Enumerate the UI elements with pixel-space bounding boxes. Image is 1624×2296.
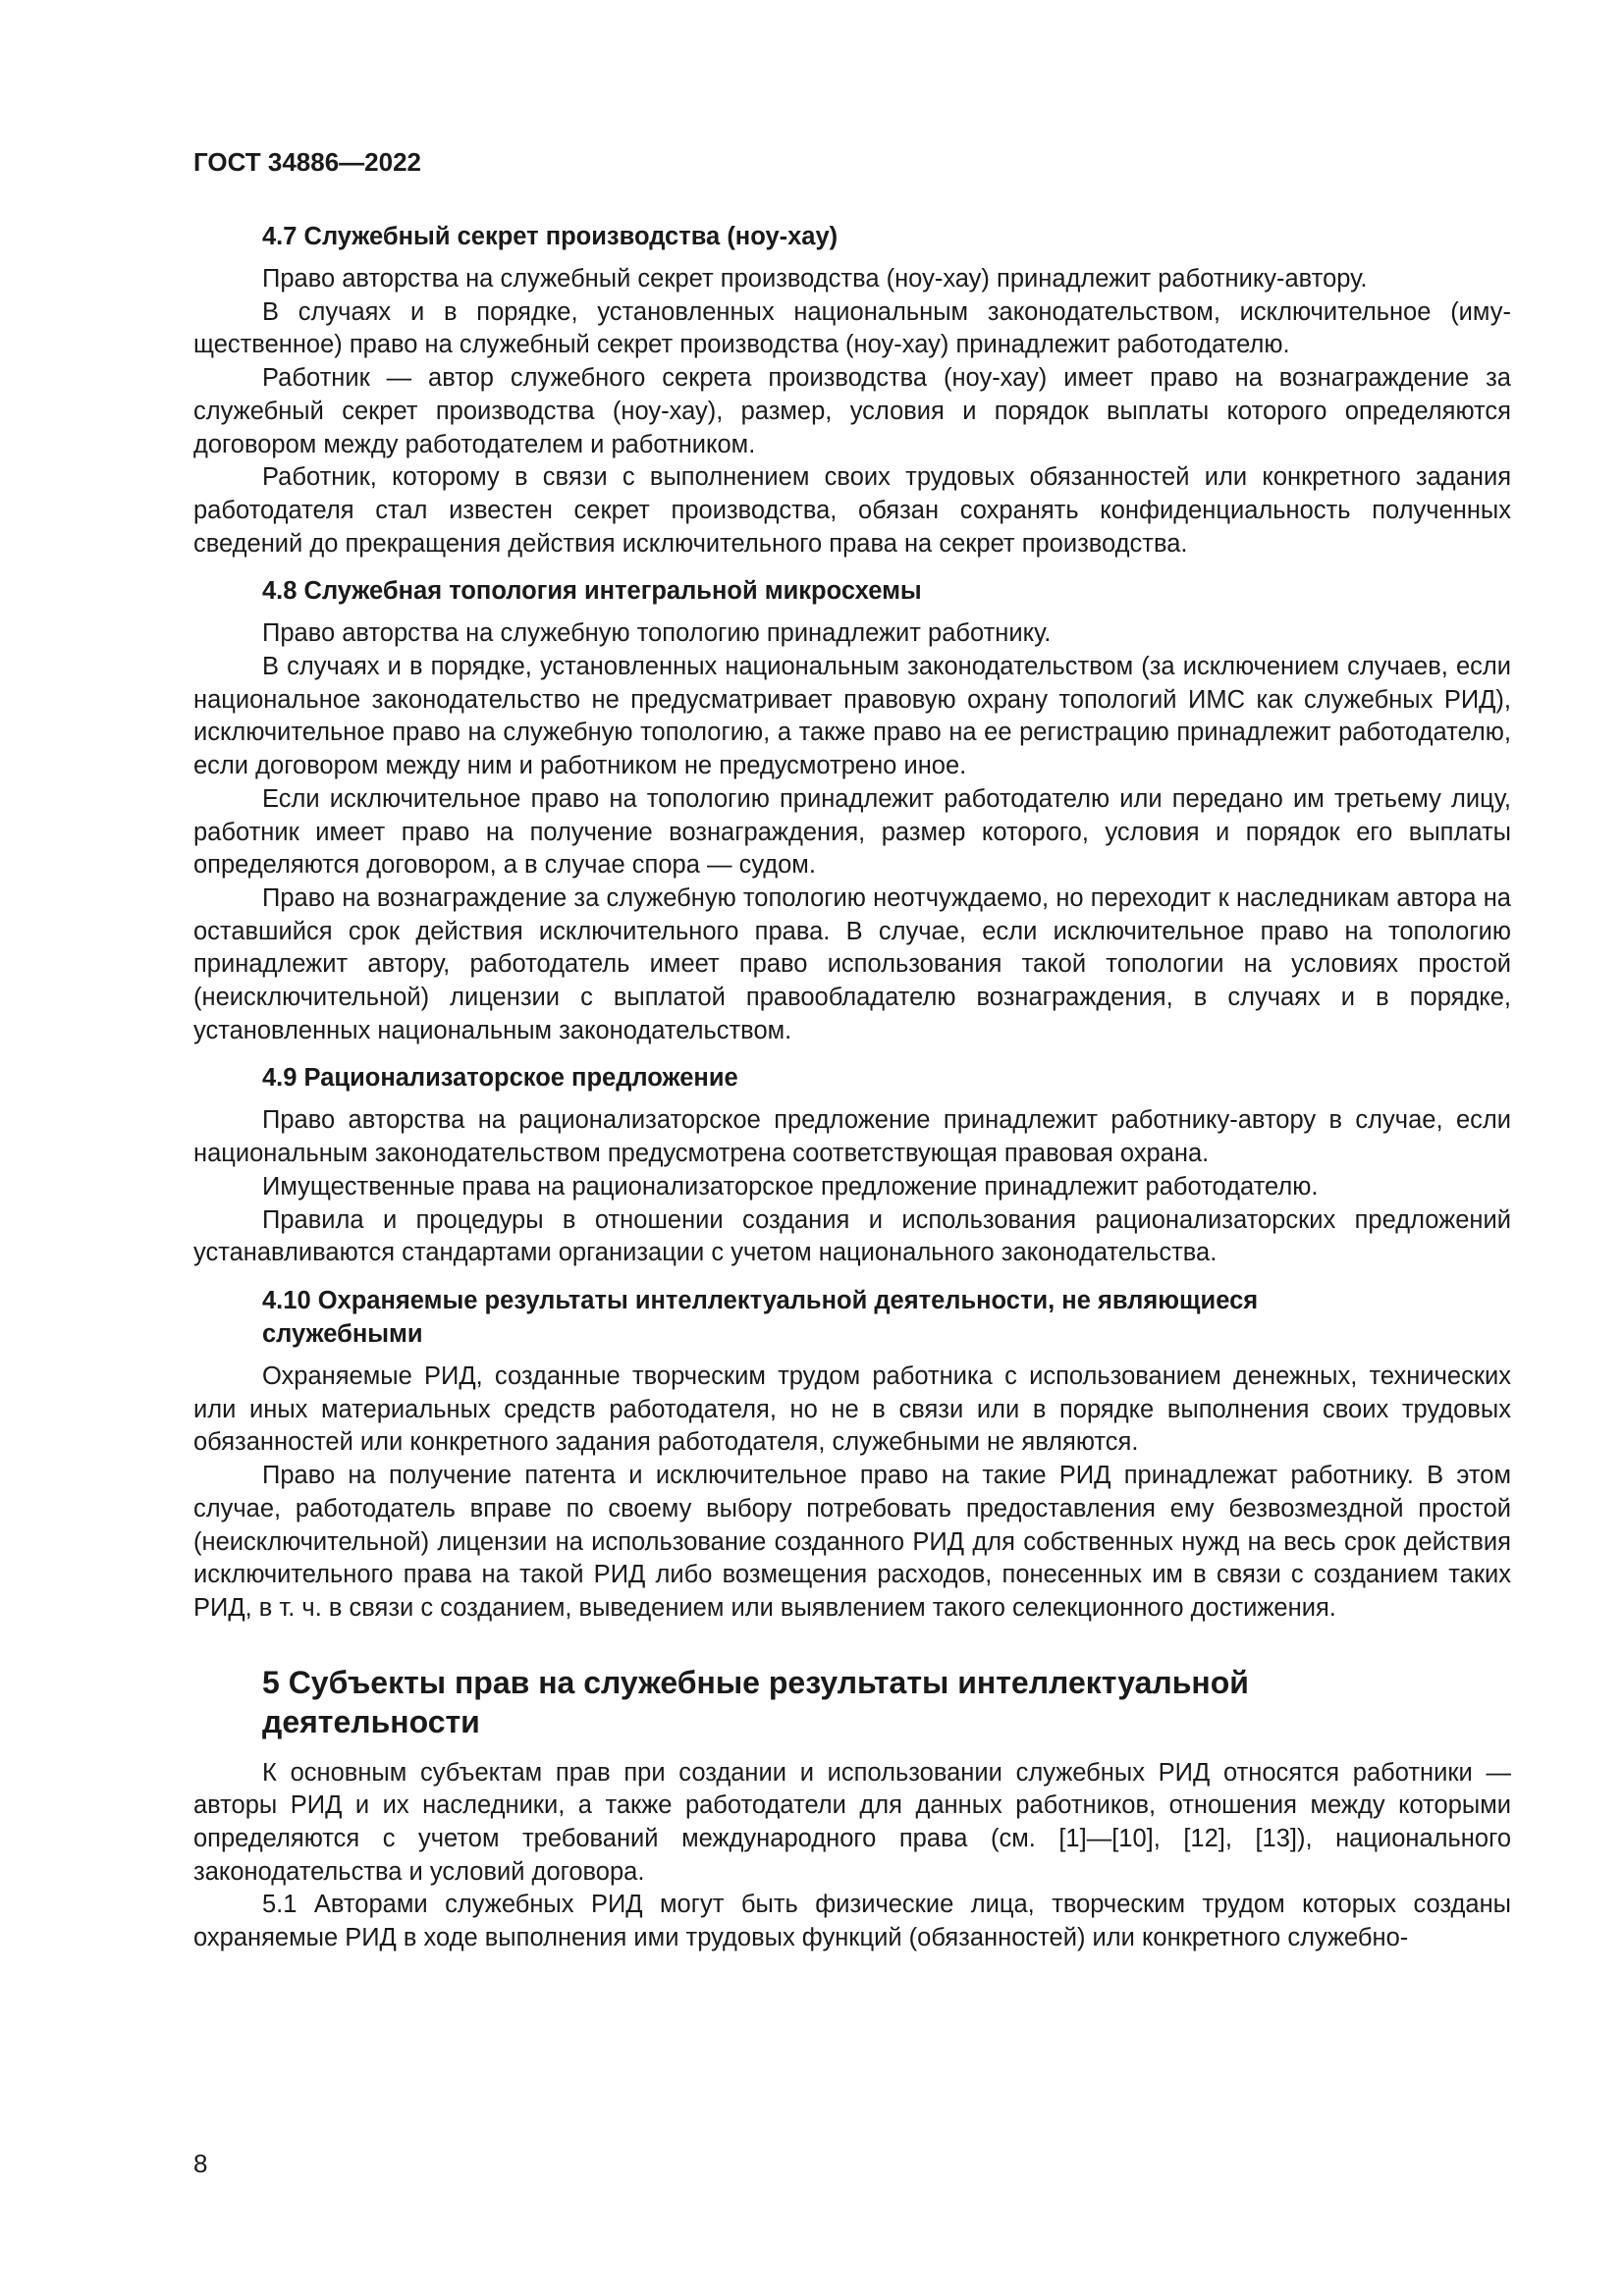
paragraph: 5.1 Авторами служебных РИД могут быть физические лица, творческим трудом которых созданы охраняемые РИД в ходе выполнения ими трудовых функций (обязанностей) или конкретного служебно- xyxy=(193,1891,1511,1952)
paragraph: Право на вознаграждение за служебную топологию неотчуждаемо, но переходит к наследникам автора на оставшийся срок действия исключительного права. В случае, если исключительное право на топологию принадлежит автору, работодатель имеет право использования такой топологии на условиях простой (неисключительной) лицензии с выплатой правообладателю вознаграждения, в случаях и в порядке, установленных национальным законодательством. xyxy=(193,883,1511,1044)
section-4-10 xyxy=(193,1284,1511,1626)
paragraph: Имущественные права на рационализаторское предложение принадлежит работодателю. xyxy=(262,1172,1319,1201)
paragraph: Если исключительное право на топологию принадлежит работодателю или передано им третьему лицу, работник имеет право на получение вознаграждения, размер которого, условия и порядок его выплаты определяются договором, а в случае спора — судом. xyxy=(193,784,1511,880)
paragraph: Право авторства на служебную топологию принадлежит работнику. xyxy=(262,619,1052,648)
section-heading-line: 4.10 Охраняемые результаты интеллектуальной деятельности, не являющиеся xyxy=(262,1286,1259,1314)
section-heading: 4.8 Служебная топология интегральной микросхемы xyxy=(262,577,922,606)
paragraph: В случаях и в порядке, установленных национальным законодательством (за исключением случаев, если национальное законодательство не предусматривает правовую охрану топологий ИМС как служебных РИД), исключительное право на служебную топологию, а также право на ее регистрацию принадлежит работодателю, если договором между ним и работником не предусмотрено иное. xyxy=(193,653,1511,780)
section-4-8 xyxy=(193,574,1511,1047)
chapter-heading-line: деятельности xyxy=(262,1703,480,1739)
paragraph: Право авторства на рационализаторское предложение принадлежит работнику-автору в случае, если национальным законодательством предусмотрена соответствующая правовая охрана. xyxy=(193,1106,1511,1168)
document-page xyxy=(193,147,1511,1955)
page-number: 8 xyxy=(193,2149,208,2178)
paragraph: Работник — автор служебного секрета производства (ноу-хау) имеет право на вознаграждение за служебный секрет производства (ноу-хау), размер, условия и порядок выплаты которого определяются договором между работодателем и работником. xyxy=(193,364,1511,458)
paragraph: Право авторства на служебный секрет производства (ноу-хау) принадлежит работнику-автору. xyxy=(262,265,1368,293)
paragraph: Право на получение патента и исключительное право на такие РИД принадлежат работнику. В этом случае, работодатель вправе по своему выбору потребовать предоставления ему безвозмездной простой (неисключительной) лицензии на использование созданного РИД для собственных нужд на весь срок действия исключительного права на такой РИД либо возмещения расходов, понесенных им в связи с созданием таких РИД, в т. ч. в связи с созданием, выведением или выявлением такого селекционного достижения. xyxy=(193,1462,1511,1622)
paragraph: Правила и процедуры в отношении создания и использования рационализаторских предложений устанавливаются стандартами организации с учетом национального законодательства. xyxy=(193,1205,1511,1267)
section-heading: 4.9 Рационализаторское предложение xyxy=(262,1064,738,1093)
section-heading: 4.7 Служебный секрет производства (ноу-хау) xyxy=(262,223,839,250)
section-4-7 xyxy=(193,220,1511,561)
chapter-heading-line: 5 Субъекты прав на служебные результаты интеллектуальной xyxy=(262,1664,1249,1700)
paragraph: Работник, которому в связи с выполнением своих трудовых обязанностей или конкретного задания работодателя стал известен секрет производства, обязан сохранять конфиденциальность полученных сведений до прекращения действия исключительного права на секрет производства. xyxy=(193,463,1511,558)
section-heading xyxy=(193,1284,1511,1351)
section-heading-line: служебными xyxy=(262,1319,423,1348)
paragraph: В случаях и в порядке, установленных национальным законодательством, исключительное (имущественное) право на служебный секрет производства (ноу-хау) принадлежит работодателю. xyxy=(193,297,1511,359)
paragraph: К основным субъектам прав при создании и использовании служебных РИД относятся работники — авторы РИД и их наследники, а также работодатели для данных работников, отношения между которыми определяются с учетом требований международного права (см. [1]—[10], [12], [13]), национального законодательства и условий договора. xyxy=(193,1758,1511,1886)
document-code: ГОСТ 34886—2022 xyxy=(193,147,421,177)
section-4-9 xyxy=(193,1061,1511,1270)
paragraph: Охраняемые РИД, созданные творческим трудом работника с использованием денежных, технических или иных материальных средств работодателя, но не в связи или в порядке выполнения своих трудовых обязанностей или конкретного задания работодателя, служебными не являются. xyxy=(193,1362,1511,1457)
chapter-5 xyxy=(193,1663,1511,1955)
chapter-heading xyxy=(193,1663,1511,1741)
